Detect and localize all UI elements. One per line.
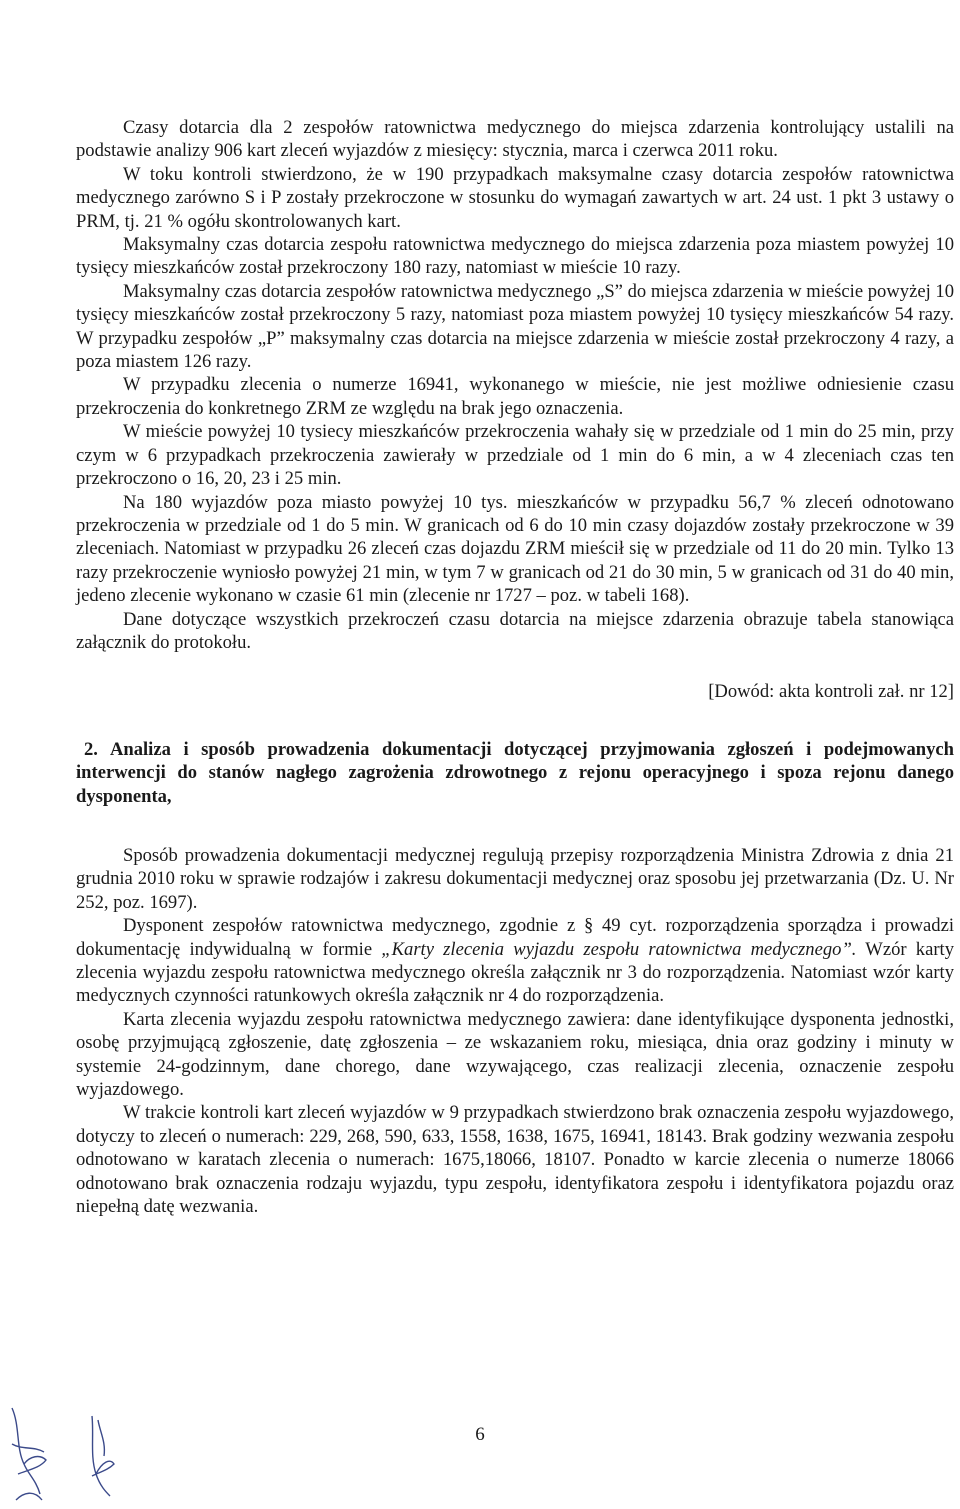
paragraph: Dane dotyczące wszystkich przekroczeń czasu dotarcia na miejsce zdarzenia obrazuje tabela stanowiąca załącznik do protokołu. <box>76 608 954 653</box>
paragraph: Maksymalny czas dotarcia zespołów ratownictwa medycznego „S” do miejsca zdarzenia w mieście powyżej 10 tysięcy mieszkańców został przekroczony 5 razy, natomiast poza miastem powyżej 10 tysięcy mieszkańców 54 razy. W przypadku zespołów „P” maksymalny czas dotarcia na miejsce zdarzenia w mieście został przekroczony 4 razy, a poza miastem 126 razy. <box>76 280 954 373</box>
paragraph: W trakcie kontroli kart zleceń wyjazdów w 9 przypadkach stwierdzono brak oznaczenia zespołu wyjazdowego, dotyczy to zleceń o numerach: 229, 268, 590, 633, 1558, 1638, 1675, 16941, 18143. Brak godziny wezwania zespołu odnotowano w karatach zlecenia o numerach: 1675,18066, 18107. Ponadto w karcie zlecenia o numerze 18066 odnotowano brak oznaczenia rodzaju wyjazdu, typu zespołu, identyfikatora zespołu i identyfikatora pojazdu oraz niepełną datę wezwania. <box>76 1102 954 1218</box>
section-title: Analiza i sposób prowadzenia dokumentacji dotyczącej przyjmowania zgłoszeń i podejmowanych interwencji do stanów nagłego zagrożenia zdrowotnego z rejonu operacyjnego i spoza rejonu danego dysponenta, <box>76 738 954 807</box>
paragraph: Na 180 wyjazdów poza miasto powyżej 10 tys. mieszkańców w przypadku 56,7 % zleceń odnotowano przekroczenia w przedziale od 1 do 5 min. W granicach od 6 do 10 min czasy dojazdów zostały przekroczone w 39 zleceniach. Natomiast w przypadku 26 zleceń czas dojazdu ZRM mieścił się w przedziale od 11 do 20 min. Tylko 13 razy przekroczenie wyniosło powyżej 21 min, w tym 7 w granicach od 21 do 30 min, 5 w granicach od 31 do 40 min, jedeno zlecenie wykonano w czasie 61 min (zlecenie nr 1727 – poz. w tabeli 168). <box>76 491 954 607</box>
document-body <box>76 116 954 1218</box>
paragraph <box>76 914 954 1008</box>
paragraph: W przypadku zlecenia o numerze 16941, wykonanego w mieście, nie jest możliwe odniesienie czasu przekroczenia do konkretnego ZRM ze względu na brak jego oznaczenia. <box>76 374 954 419</box>
paragraph-text: Dysponent zespołów ratownictwa medycznego, zgodnie z § 49 cyt. rozporządzenia sporządza i prowadzi dokumentację indywidualną w formie <box>76 915 954 960</box>
paragraph: Sposób prowadzenia dokumentacji medycznej regulują przepisy rozporządzenia Ministra Zdrowia z dnia 21 grudnia 2010 roku w sprawie rodzajów i zakresu dokumentacji medycznej oraz sposobu jej przetwarzania (Dz. U. Nr 252, poz. 1697). <box>76 844 954 913</box>
handwritten-signature <box>6 1404 50 1504</box>
paragraph: Czasy dotarcia dla 2 zespołów ratownictwa medycznego do miejsca zdarzenia kontrolujący ustalili na podstawie analizy 906 kart zleceń wyjazdów z miesięcy: stycznia, marca i czerwca 2011 roku. <box>76 117 954 162</box>
form-title-italic: „Karty zlecenia wyjazdu zespołu ratownictwa medycznego”. <box>381 938 857 960</box>
paragraph: Karta zlecenia wyjazdu zespołu ratownictwa medycznego zawiera: dane identyfikujące dysponenta jednostki, osobę przyjmującą zgłoszenie, datę zgłoszenia – ze wskazaniem roku, miesiąca, dnia oraz godziny i minuty w systemie 24-godzinnym, dane chorego, dane wzywającego, czas realizacji zlecenia, oznaczenie zespołu wyjazdowego. <box>76 1008 954 1101</box>
paragraph: W mieście powyżej 10 tysiecy mieszkańców przekroczenia wahały się w przedziale od 1 min do 25 min, przy czym w 6 przypadkach przekroczenia zawierały w przedziale od 1 min do 6 min, a w 4 zleceniach czas ten przekroczono o 16, 20, 23 i 25 min. <box>76 421 954 490</box>
paragraph-text: Wzór karty zlecenia wyjazdu zespołu ratownictwa medycznego określa załącznik nr 3 do rozporządzenia. Natomiast wzór karty medycznych czynności ratunkowych określa załącznik nr 4 do rozporządzenia. <box>76 938 954 1007</box>
evidence-reference: [Dowód: akta kontroli zał. nr 12] <box>708 681 954 703</box>
section-number: 2. <box>84 738 98 760</box>
section-heading <box>76 738 954 808</box>
paragraph: W toku kontroli stwierdzono, że w 190 przypadkach maksymalne czasy dotarcia zespołów ratownictwa medycznego zarówno S i P zostały przekroczone w stosunku do wymagań zawartych w art. 24 ust. 1 pkt 3 ustawy o PRM, tj. 21 % ogółu skontrolowanych kart. <box>76 163 954 232</box>
page-number: 6 <box>475 1424 485 1445</box>
paragraph: Maksymalny czas dotarcia zespołu ratownictwa medycznego do miejsca zdarzenia poza miastem powyżej 10 tysięcy mieszkańców został przekroczony 180 razy, natomiast w mieście 10 razy. <box>76 234 954 279</box>
